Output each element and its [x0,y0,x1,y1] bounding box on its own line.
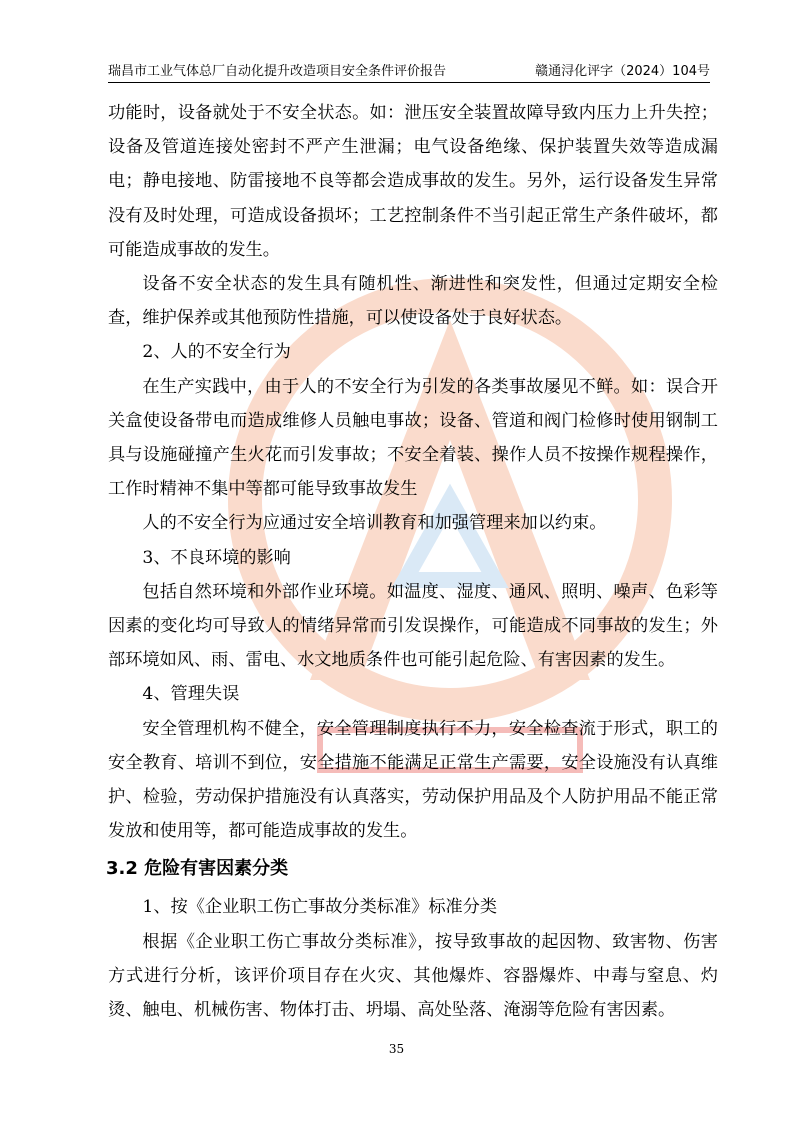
page-number: 35 [388,1042,405,1056]
paragraph-management: 安全管理机构不健全，安全管理制度执行不力，安全检查流于形式，职工的安全教育、培训不到位，安全措施不能满足正常生产需要，安全设施没有认真维护、检验，劳动保护措施没有认真落实，劳动保护用品及个人防护用品不能正常发放和使用等，都可能造成事故的发生。 [108,718,718,842]
paragraph-unsafe-behavior: 在生产实践中，由于人的不安全行为引发的各类事故屡见不鲜。如：误合开关盒使设备带电而造成维修人员触电事故；设备、管道和阀门检修时使用钢制工具与设施碰撞产生火花而引发事故；不安全着装、操作人员不按操作规程操作，工作时精神不集中等都可能导致事故发生 [108,376,718,500]
page-header [108,64,710,83]
paragraph-classification: 根据《企业职工伤亡事故分类标准》，按导致事故的起因物、致害物、伤害方式进行分析，该评价项目存在火灾、其他爆炸、容器爆炸、中毒与窒息、灼烫、触电、机械伤害、物体打击、坍塌、高处坠落、淹溺等危险有害因素。 [108,931,718,1021]
paragraph-equipment-failure: 功能时，设备就处于不安全状态。如：泄压安全装置故障导致内压力上升失控；设备及管道连接处密封不严产生泄漏；电气设备绝缘、保护装置失效等造成漏电；静电接地、防雷接地不良等都会造成事故的发生。另外，运行设备发生异常没有及时处理，可造成设备损坏；工艺控制条件不当引起正常生产条件破坏，都可能造成事故的发生。 [108,103,718,260]
heading-classification-standard: 1、按《企业职工伤亡事故分类标准》标准分类 [142,897,498,918]
heading-unsafe-behavior: 2、人的不安全行为 [142,342,291,363]
heading-management-error: 4、管理失误 [142,684,240,705]
heading-bad-environment: 3、不良环境的影响 [142,547,291,568]
paragraph-behavior-control: 人的不安全行为应通过安全培训教育和加强管理来加以约束。 [142,513,607,534]
report-title: 瑞昌市工业气体总厂自动化提升改造项目安全条件评价报告 [108,64,447,79]
paragraph-equipment-state: 设备不安全状态的发生具有随机性、渐进性和突发性，但通过定期安全检查，维护保养或其他预防性措施，可以使设备处于良好状态。 [108,274,718,329]
paragraph-environment: 包括自然环境和外部作业环境。如温度、湿度、通风、照明、噪声、色彩等因素的变化均可导致人的情绪异常而引发误操作，可能造成不同事故的发生；外部环境如风、雨、雷电、水文地质条件也可能引起危险、有害因素的发生。 [108,581,718,671]
section-title-hazard-classification: 3.2 危险有害因素分类 [106,858,289,880]
page-content [108,96,718,1027]
report-number: 赣通浔化评字（2024）104号 [535,64,710,79]
